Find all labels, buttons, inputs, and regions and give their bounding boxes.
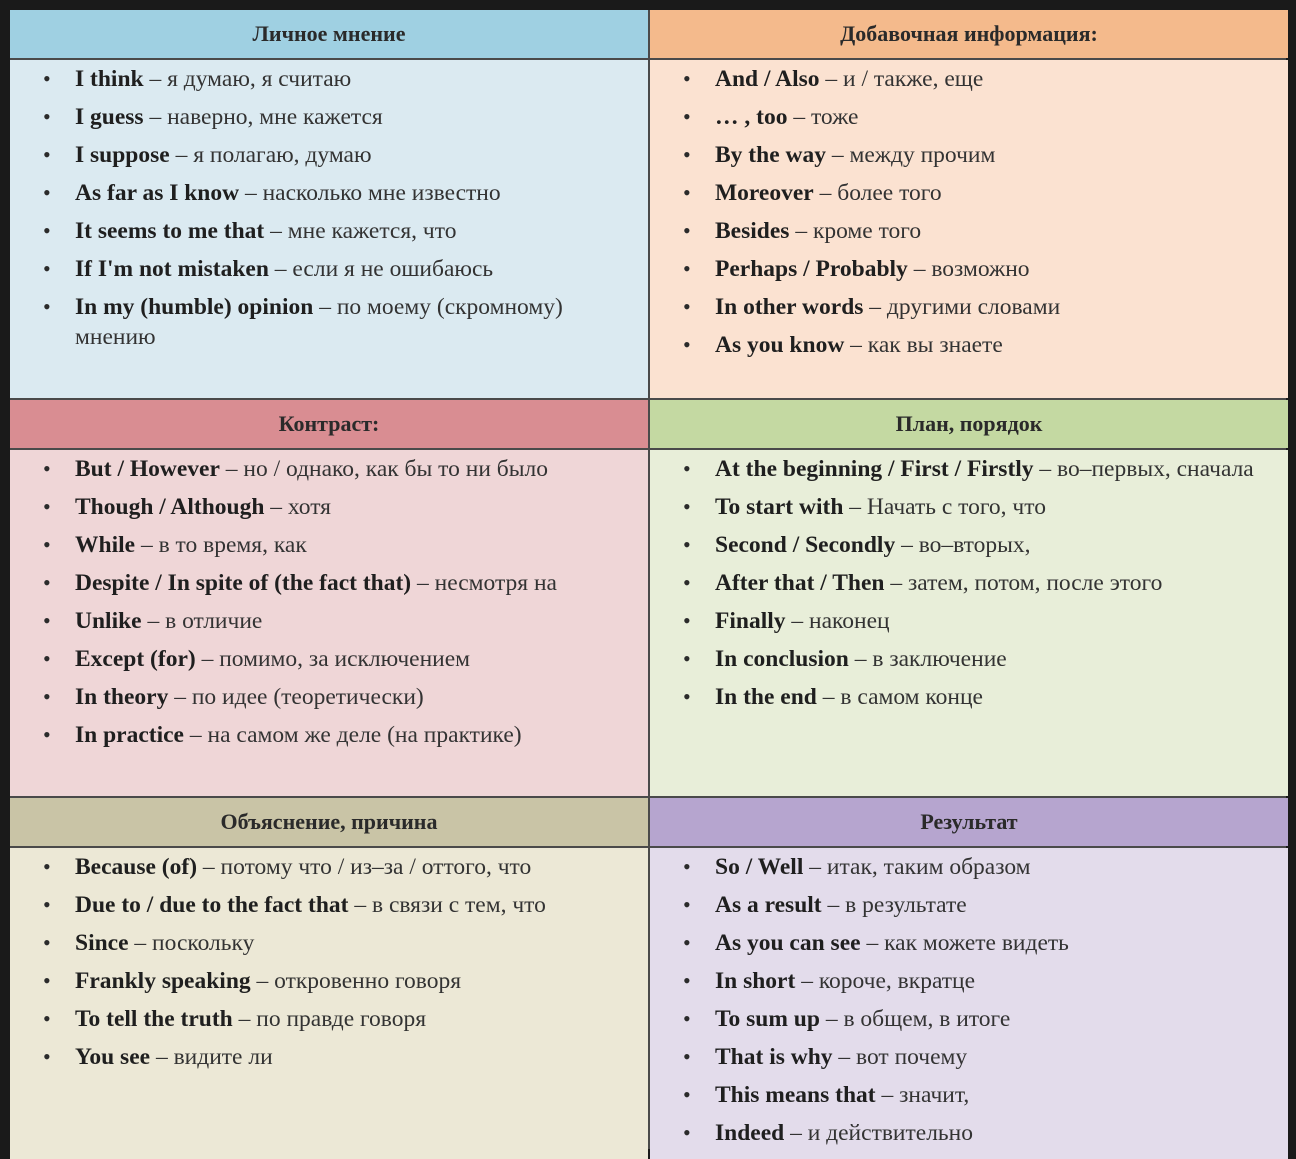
bullet-icon: • (43, 180, 51, 205)
phrase-list (10, 852, 648, 1072)
section-header-result (650, 798, 1288, 846)
list-item (10, 644, 648, 674)
russian-translation: – в связи с тем, что (348, 892, 546, 918)
english-phrase: Because (of) (75, 854, 198, 880)
bullet-icon: • (43, 684, 51, 709)
bullet-icon: • (43, 930, 51, 955)
phrase-list (650, 64, 1288, 360)
list-item (650, 102, 1288, 132)
bullet-icon: • (683, 1044, 691, 1069)
english-phrase: Besides (715, 218, 790, 244)
english-phrase: Perhaps / Probably (715, 256, 908, 282)
english-phrase: I think (75, 66, 144, 92)
list-item (650, 644, 1288, 674)
section-body-result (650, 848, 1288, 1159)
list-item (10, 64, 648, 94)
list-item (10, 720, 648, 750)
phrase-list (650, 454, 1288, 712)
english-phrase: Finally (715, 608, 786, 634)
english-phrase: In the end (715, 684, 817, 710)
bullet-icon: • (43, 494, 51, 519)
list-item (650, 1080, 1288, 1110)
russian-translation: – насколько мне известно (239, 180, 501, 206)
english-phrase: Though / Although (75, 494, 265, 520)
english-phrase: In other words (715, 294, 864, 320)
bullet-icon: • (683, 218, 691, 243)
english-phrase: Since (75, 930, 129, 956)
russian-translation: – в результате (821, 892, 967, 918)
section-body-explanation (10, 848, 648, 1159)
russian-translation: – я полагаю, думаю (169, 142, 372, 168)
russian-translation: – другими словами (863, 294, 1061, 320)
bullet-icon: • (683, 180, 691, 205)
phrase-list (10, 64, 648, 352)
english-phrase: Unlike (75, 608, 142, 634)
english-phrase: By the way (715, 142, 826, 168)
russian-translation: – на самом же деле (на практике) (184, 722, 522, 748)
list-item (650, 178, 1288, 208)
english-phrase: As you know (715, 332, 845, 358)
russian-translation: – как вы знаете (844, 332, 1003, 358)
english-phrase: Second / Secondly (715, 532, 896, 558)
english-phrase: That is why (715, 1044, 833, 1070)
list-item (10, 216, 648, 246)
list-item (10, 102, 648, 132)
bullet-icon: • (43, 722, 51, 747)
english-phrase: To sum up (715, 1006, 820, 1032)
russian-translation: – но / однако, как бы то ни было (219, 456, 548, 482)
bullet-icon: • (683, 854, 691, 879)
bullet-icon: • (43, 256, 51, 281)
english-phrase: In theory (75, 684, 169, 710)
list-item (650, 454, 1288, 484)
bullet-icon: • (683, 968, 691, 993)
russian-translation: – откровенно говоря (250, 968, 461, 994)
russian-translation: – хотя (264, 494, 331, 520)
bullet-icon: • (683, 104, 691, 129)
english-phrase: In conclusion (715, 646, 849, 672)
russian-translation: – возможно (907, 256, 1030, 282)
english-phrase: In short (715, 968, 796, 994)
list-item (10, 606, 648, 636)
list-item (10, 928, 648, 958)
section-body-opinion (10, 60, 648, 398)
english-phrase: To start with (715, 494, 844, 520)
russian-translation: – тоже (787, 104, 859, 130)
list-item (650, 254, 1288, 284)
bullet-icon: • (683, 930, 691, 955)
section-title-plan: План, порядок (895, 411, 1043, 436)
english-phrase: This means that (715, 1082, 876, 1108)
russian-translation: – Начать с того, что (843, 494, 1046, 520)
bullet-icon: • (43, 532, 51, 557)
list-item (10, 530, 648, 560)
bullet-icon: • (43, 218, 51, 243)
list-item (650, 568, 1288, 598)
bullet-icon: • (43, 608, 51, 633)
russian-translation: – затем, потом, после этого (884, 570, 1163, 596)
russian-translation: – и / также, еще (819, 66, 984, 92)
phrase-list (650, 852, 1288, 1148)
list-item (10, 966, 648, 996)
english-phrase: After that / Then (715, 570, 885, 596)
english-phrase: Moreover (715, 180, 814, 206)
russian-translation: – видите ли (150, 1044, 273, 1070)
english-phrase: Except (for) (75, 646, 196, 672)
list-item (650, 330, 1288, 360)
english-phrase: You see (75, 1044, 151, 1070)
section-title-opinion: Личное мнение (252, 21, 406, 46)
list-item (10, 1004, 648, 1034)
english-phrase: But / However (75, 456, 220, 482)
bullet-icon: • (43, 570, 51, 595)
list-item (650, 606, 1288, 636)
russian-translation: – итак, таким образом (803, 854, 1031, 880)
section-header-contrast (10, 400, 648, 448)
english-phrase: Despite / In spite of (the fact that) (75, 570, 412, 596)
russian-translation: – наконец (785, 608, 890, 634)
bullet-icon: • (43, 646, 51, 671)
english-phrase: Indeed (715, 1120, 785, 1146)
bullet-icon: • (683, 570, 691, 595)
russian-translation: – в отличие (141, 608, 263, 634)
bullet-icon: • (43, 1006, 51, 1031)
bullet-icon: • (683, 532, 691, 557)
russian-translation: – в самом конце (816, 684, 983, 710)
russian-translation: – в заключение (848, 646, 1007, 672)
bullet-icon: • (43, 142, 51, 167)
list-item (650, 1118, 1288, 1148)
list-item (650, 140, 1288, 170)
bullet-icon: • (43, 456, 51, 481)
english-phrase: Frankly speaking (75, 968, 251, 994)
list-item (10, 454, 648, 484)
list-item (10, 140, 648, 170)
bullet-icon: • (683, 684, 691, 709)
section-title-explanation: Объяснение, причина (220, 809, 438, 834)
section-header-plan (650, 400, 1288, 448)
russian-translation: – по идее (теоретически) (168, 684, 424, 710)
bullet-icon: • (683, 1082, 691, 1107)
bullet-icon: • (683, 646, 691, 671)
list-item (10, 1042, 648, 1072)
section-body-plan (650, 450, 1288, 796)
list-item (10, 682, 648, 712)
bullet-icon: • (683, 256, 691, 281)
russian-translation: – помимо, за исключением (195, 646, 471, 672)
list-item (650, 64, 1288, 94)
list-item (650, 216, 1288, 246)
russian-translation: – наверно, мне кажется (143, 104, 383, 130)
phrase-list (10, 454, 648, 750)
bullet-icon: • (683, 456, 691, 481)
bullet-icon: • (43, 1044, 51, 1069)
bullet-icon: • (683, 142, 691, 167)
english-phrase: In my (humble) opinion (75, 294, 314, 320)
list-item (10, 254, 648, 284)
section-title-contrast: Контраст: (278, 411, 380, 436)
list-item (650, 966, 1288, 996)
russian-translation: – кроме того (789, 218, 922, 244)
english-phrase: I suppose (75, 142, 170, 168)
bullet-icon: • (683, 494, 691, 519)
russian-translation: – более того (813, 180, 942, 206)
section-header-info (650, 10, 1288, 58)
bullet-icon: • (43, 104, 51, 129)
bullet-icon: • (43, 968, 51, 993)
section-header-explanation (10, 798, 648, 846)
list-item (10, 890, 648, 920)
section-title-result: Результат (920, 809, 1018, 834)
russian-translation: – если я не ошибаюсь (268, 256, 494, 282)
list-item (10, 178, 648, 208)
list-item (10, 568, 648, 598)
russian-translation: – поскольку (128, 930, 255, 956)
english-phrase: While (75, 532, 136, 558)
list-item (650, 682, 1288, 712)
english-phrase: I guess (75, 104, 144, 130)
english-phrase: In practice (75, 722, 184, 748)
phrase-table (10, 10, 1286, 1149)
russian-translation: – мне кажется, что (264, 218, 457, 244)
bullet-icon: • (43, 892, 51, 917)
section-body-contrast (10, 450, 648, 796)
english-phrase: As far as I know (75, 180, 240, 206)
bullet-icon: • (43, 854, 51, 879)
bullet-icon: • (683, 294, 691, 319)
english-phrase: If I'm not mistaken (75, 256, 269, 282)
russian-translation: – во–вторых, (895, 532, 1031, 558)
english-phrase: It seems to me that (75, 218, 265, 244)
list-item (650, 1004, 1288, 1034)
russian-translation: – короче, вкратце (795, 968, 976, 994)
russian-translation: – как можете видеть (860, 930, 1069, 956)
russian-translation: – по моему (скромному) мнению (75, 294, 563, 350)
list-item (10, 492, 648, 522)
english-phrase: As a result (715, 892, 822, 918)
russian-translation: – во–первых, сначала (1033, 456, 1254, 482)
list-item (650, 890, 1288, 920)
list-item (650, 292, 1288, 322)
russian-translation: – между прочим (825, 142, 996, 168)
russian-translation: – в общем, в итоге (819, 1006, 1011, 1032)
russian-translation: – значит, (875, 1082, 970, 1108)
russian-translation: – вот почему (832, 1044, 968, 1070)
english-phrase: To tell the truth (75, 1006, 233, 1032)
russian-translation: – по правде говоря (232, 1006, 427, 1032)
bullet-icon: • (683, 332, 691, 357)
english-phrase: … , too (715, 104, 788, 130)
section-title-info: Добавочная информация: (840, 21, 1098, 46)
russian-translation: – я думаю, я считаю (143, 66, 352, 92)
russian-translation: – в то время, как (135, 532, 307, 558)
bullet-icon: • (683, 66, 691, 91)
list-item (650, 1042, 1288, 1072)
bullet-icon: • (683, 1006, 691, 1031)
list-item (650, 928, 1288, 958)
list-item (650, 530, 1288, 560)
russian-translation: – и действительно (784, 1120, 973, 1146)
russian-translation: – несмотря на (411, 570, 557, 596)
list-item (10, 292, 648, 352)
section-header-opinion (10, 10, 648, 58)
list-item (650, 852, 1288, 882)
bullet-icon: • (43, 294, 51, 319)
english-phrase: At the beginning / First / Firstly (715, 456, 1034, 482)
list-item (10, 852, 648, 882)
english-phrase: Due to / due to the fact that (75, 892, 349, 918)
russian-translation: – потому что / из–за / оттого, что (197, 854, 532, 880)
english-phrase: And / Also (715, 66, 820, 92)
list-item (650, 492, 1288, 522)
english-phrase: So / Well (715, 854, 804, 880)
section-body-info (650, 60, 1288, 398)
bullet-icon: • (683, 608, 691, 633)
bullet-icon: • (683, 1120, 691, 1145)
bullet-icon: • (43, 66, 51, 91)
english-phrase: As you can see (715, 930, 861, 956)
bullet-icon: • (683, 892, 691, 917)
